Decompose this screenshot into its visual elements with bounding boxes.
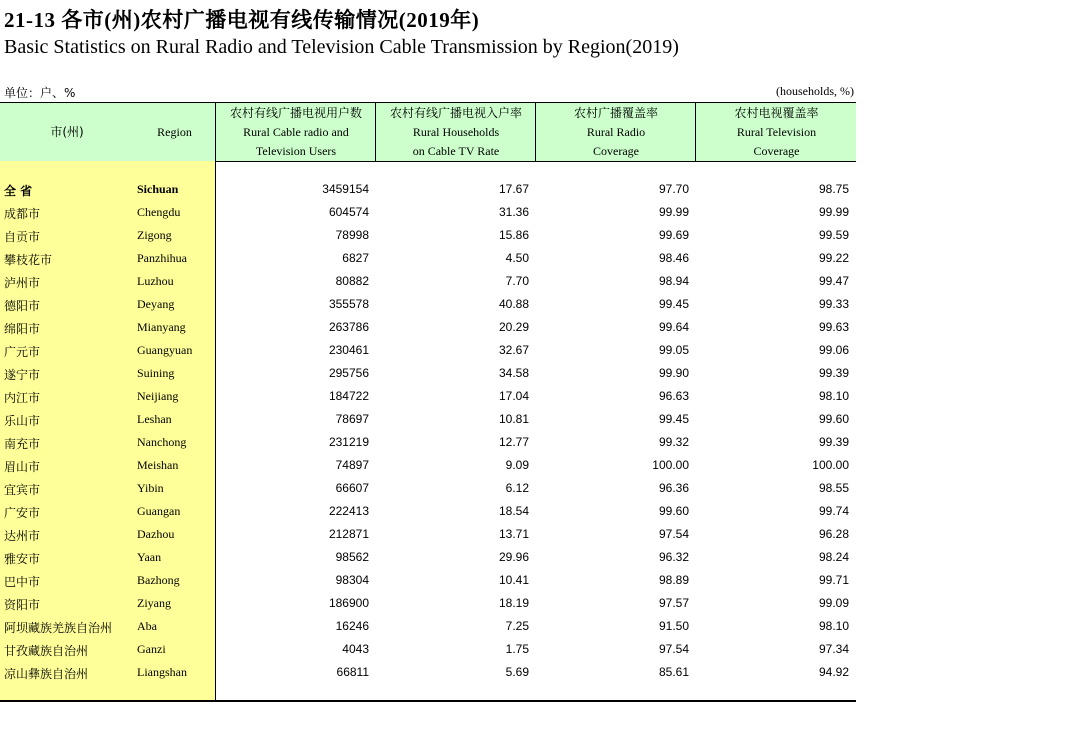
users-cell: 4043 <box>342 642 369 656</box>
tv-coverage-cell: 99.33 <box>818 297 849 311</box>
rate-cell: 4.50 <box>505 251 529 265</box>
radio-coverage-cell: 99.32 <box>658 435 689 449</box>
table-row <box>0 569 856 592</box>
users-cell: 231219 <box>328 435 369 449</box>
city-cell: 内江市 <box>4 391 41 405</box>
unit-label-en: (households, %) <box>776 84 854 98</box>
table-header <box>0 102 856 162</box>
users-cell: 6827 <box>342 251 369 265</box>
rate-cell: 20.29 <box>498 320 529 334</box>
city-cell: 资阳市 <box>4 598 41 612</box>
region-cell: Yaan <box>137 550 162 564</box>
tv-coverage-cell: 99.47 <box>818 274 849 288</box>
tv-coverage-cell: 99.63 <box>818 320 849 334</box>
table-row <box>0 385 856 408</box>
region-cell: Guangyuan <box>137 343 193 357</box>
region-cell: Bazhong <box>137 573 180 587</box>
tv-coverage-cell: 99.09 <box>818 596 849 610</box>
region-cell: Suining <box>137 366 175 380</box>
region-cell: Sichuan <box>137 182 179 196</box>
users-cell: 98304 <box>335 573 369 587</box>
tv-coverage-cell: 99.39 <box>818 366 849 380</box>
users-cell: 212871 <box>328 527 369 541</box>
rate-cell: 32.67 <box>498 343 529 357</box>
city-cell: 眉山市 <box>4 460 41 474</box>
tv-coverage-cell: 97.34 <box>818 642 849 656</box>
radio-coverage-cell: 100.00 <box>652 458 689 472</box>
header-tv: 农村电视覆盖率 Rural Television Coverage <box>695 103 857 161</box>
unit-label-cn: 单位：户、% <box>4 86 76 100</box>
region-cell: Zigong <box>137 228 172 242</box>
table-row <box>0 201 856 224</box>
rate-cell: 5.69 <box>505 665 529 679</box>
region-cell: Neijiang <box>137 389 179 403</box>
city-cell: 雅安市 <box>4 552 41 566</box>
region-cell: Mianyang <box>137 320 186 334</box>
users-cell: 263786 <box>328 320 369 334</box>
city-cell: 成都市 <box>4 207 41 221</box>
table-row <box>0 293 856 316</box>
region-cell: Ganzi <box>137 642 166 656</box>
city-cell: 凉山彝族自治州 <box>4 667 89 681</box>
region-cell: Chengdu <box>137 205 181 219</box>
city-cell: 泸州市 <box>4 276 41 290</box>
city-cell: 广安市 <box>4 506 41 520</box>
region-cell: Luzhou <box>137 274 174 288</box>
city-cell: 德阳市 <box>4 299 41 313</box>
region-cell: Liangshan <box>137 665 187 679</box>
table-row <box>0 362 856 385</box>
users-cell: 355578 <box>328 297 369 311</box>
city-cell: 广元市 <box>4 345 41 359</box>
users-cell: 78697 <box>335 412 369 426</box>
region-cell: Guangan <box>137 504 181 518</box>
users-cell: 16246 <box>335 619 369 633</box>
rate-cell: 31.36 <box>498 205 529 219</box>
header-radio: 农村广播覆盖率 Rural Radio Coverage <box>535 103 696 161</box>
rate-cell: 10.81 <box>498 412 529 426</box>
users-cell: 66607 <box>335 481 369 495</box>
table-row <box>0 523 856 546</box>
rate-cell: 6.12 <box>505 481 529 495</box>
tv-coverage-cell: 99.22 <box>818 251 849 265</box>
table-title-cn: 21-13 各市(州)农村广播电视有线传输情况(2019年) <box>4 8 480 32</box>
radio-coverage-cell: 96.36 <box>658 481 689 495</box>
radio-coverage-cell: 99.45 <box>658 412 689 426</box>
tv-coverage-cell: 98.75 <box>818 182 849 196</box>
tv-coverage-cell: 98.55 <box>818 481 849 495</box>
users-cell: 3459154 <box>322 182 369 196</box>
city-cell: 达州市 <box>4 529 41 543</box>
table-row <box>0 339 856 362</box>
table-row <box>0 431 856 454</box>
city-cell: 遂宁市 <box>4 368 41 382</box>
rate-cell: 7.70 <box>505 274 529 288</box>
radio-coverage-cell: 97.57 <box>658 596 689 610</box>
radio-coverage-cell: 96.63 <box>658 389 689 403</box>
rate-cell: 1.75 <box>505 642 529 656</box>
rate-cell: 10.41 <box>498 573 529 587</box>
tv-coverage-cell: 94.92 <box>818 665 849 679</box>
tv-coverage-cell: 99.60 <box>818 412 849 426</box>
users-cell: 295756 <box>328 366 369 380</box>
radio-coverage-cell: 99.69 <box>658 228 689 242</box>
users-cell: 66811 <box>336 665 369 679</box>
city-cell: 乐山市 <box>4 414 41 428</box>
radio-coverage-cell: 97.54 <box>658 642 689 656</box>
table-row <box>0 661 856 684</box>
table-row <box>0 615 856 638</box>
rate-cell: 12.77 <box>498 435 529 449</box>
tv-coverage-cell: 99.71 <box>818 573 849 587</box>
radio-coverage-cell: 99.64 <box>658 320 689 334</box>
tv-coverage-cell: 99.06 <box>818 343 849 357</box>
table-row <box>0 316 856 339</box>
tv-coverage-cell: 98.10 <box>818 389 849 403</box>
radio-coverage-cell: 98.94 <box>658 274 689 288</box>
header-region: Region <box>157 124 192 139</box>
region-cell: Panzhihua <box>137 251 187 265</box>
users-cell: 230461 <box>328 343 369 357</box>
table-row <box>0 592 856 615</box>
users-cell: 80882 <box>335 274 369 288</box>
city-cell: 全 省 <box>4 184 33 198</box>
tv-coverage-cell: 99.39 <box>818 435 849 449</box>
tv-coverage-cell: 99.99 <box>818 205 849 219</box>
radio-coverage-cell: 99.45 <box>658 297 689 311</box>
header-rate: 农村有线广播电视入户率 Rural Households on Cable TV Rate <box>375 103 536 161</box>
city-cell: 自贡市 <box>4 230 41 244</box>
radio-coverage-cell: 99.60 <box>658 504 689 518</box>
rate-cell: 34.58 <box>498 366 529 380</box>
region-cell: Nanchong <box>137 435 187 449</box>
radio-coverage-cell: 99.99 <box>658 205 689 219</box>
table-row <box>0 500 856 523</box>
table-row <box>0 247 856 270</box>
users-cell: 74897 <box>335 458 369 472</box>
table-title-en: Basic Statistics on Rural Radio and Television Cable Transmission by Region(2019) <box>4 36 679 58</box>
region-cell: Meishan <box>137 458 179 472</box>
rate-cell: 40.88 <box>498 297 529 311</box>
users-cell: 98562 <box>335 550 369 564</box>
table-row <box>0 477 856 500</box>
rate-cell: 18.54 <box>498 504 529 518</box>
radio-coverage-cell: 96.32 <box>658 550 689 564</box>
city-cell: 绵阳市 <box>4 322 41 336</box>
radio-coverage-cell: 91.50 <box>658 619 689 633</box>
region-cell: Leshan <box>137 412 172 426</box>
city-cell: 巴中市 <box>4 575 41 589</box>
table-bottom-rule <box>0 700 856 702</box>
table-row <box>0 454 856 477</box>
table-row <box>0 638 856 661</box>
radio-coverage-cell: 98.46 <box>658 251 689 265</box>
table-row <box>0 224 856 247</box>
rate-cell: 17.67 <box>498 182 529 196</box>
rate-cell: 18.19 <box>498 596 529 610</box>
radio-coverage-cell: 97.70 <box>658 182 689 196</box>
users-cell: 604574 <box>328 205 369 219</box>
rate-cell: 13.71 <box>498 527 529 541</box>
rate-cell: 15.86 <box>498 228 529 242</box>
header-city: 市(州) <box>50 124 84 139</box>
city-cell: 宜宾市 <box>4 483 41 497</box>
table-row <box>0 546 856 569</box>
header-users: 农村有线广播电视用户数 Rural Cable radio and Television Users <box>215 103 376 161</box>
users-cell: 78998 <box>335 228 369 242</box>
tv-coverage-cell: 99.59 <box>818 228 849 242</box>
tv-coverage-cell: 98.24 <box>818 550 849 564</box>
city-cell: 南充市 <box>4 437 41 451</box>
table-row-total <box>0 178 856 201</box>
rate-cell: 17.04 <box>498 389 529 403</box>
radio-coverage-cell: 99.05 <box>658 343 689 357</box>
table-row <box>0 270 856 293</box>
region-cell: Dazhou <box>137 527 175 541</box>
radio-coverage-cell: 85.61 <box>658 665 689 679</box>
city-cell: 甘孜藏族自治州 <box>4 644 89 658</box>
tv-coverage-cell: 96.28 <box>818 527 849 541</box>
users-cell: 186900 <box>328 596 369 610</box>
users-cell: 184722 <box>328 389 369 403</box>
city-cell: 阿坝藏族羌族自治州 <box>4 621 113 635</box>
radio-coverage-cell: 98.89 <box>658 573 689 587</box>
region-cell: Yibin <box>137 481 164 495</box>
users-cell: 222413 <box>328 504 369 518</box>
rate-cell: 29.96 <box>498 550 529 564</box>
city-cell: 攀枝花市 <box>4 253 53 267</box>
region-cell: Aba <box>137 619 157 633</box>
tv-coverage-cell: 99.74 <box>818 504 849 518</box>
rate-cell: 9.09 <box>505 458 529 472</box>
radio-coverage-cell: 99.90 <box>658 366 689 380</box>
region-cell: Ziyang <box>137 596 171 610</box>
table-row <box>0 408 856 431</box>
radio-coverage-cell: 97.54 <box>658 527 689 541</box>
rate-cell: 7.25 <box>505 619 529 633</box>
tv-coverage-cell: 98.10 <box>818 619 849 633</box>
region-cell: Deyang <box>137 297 175 311</box>
tv-coverage-cell: 100.00 <box>812 458 849 472</box>
